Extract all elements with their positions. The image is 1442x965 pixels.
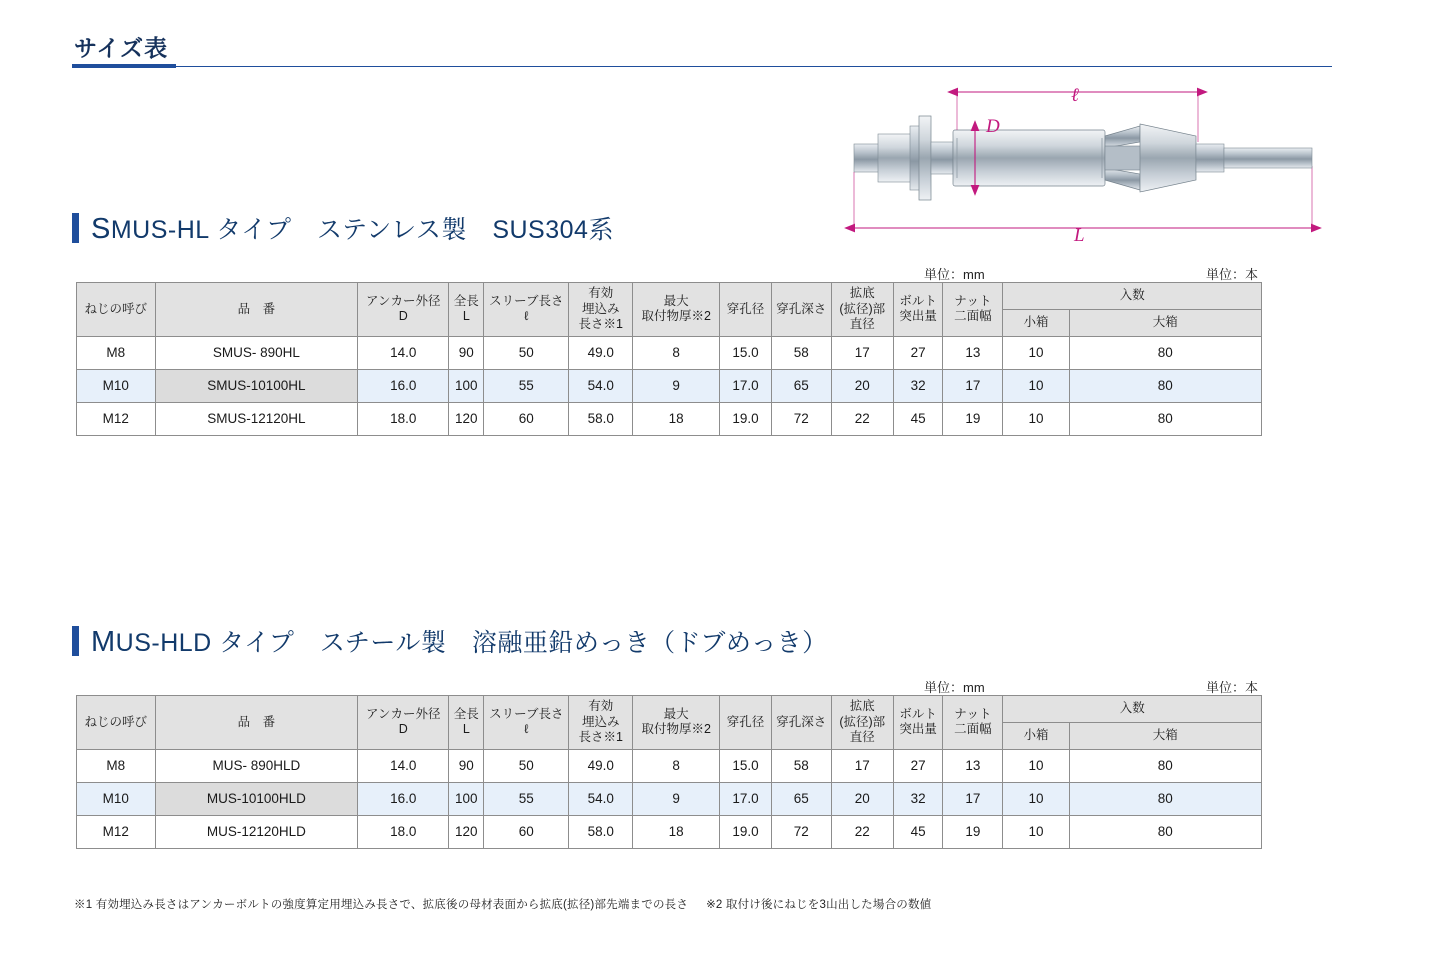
- section-heading-text: [91, 623, 828, 659]
- cell-drill-dia: 19.0: [720, 402, 772, 435]
- th-sleeve-line2: ℓ: [524, 309, 529, 324]
- cell-sleeve: 50: [484, 336, 569, 369]
- cell-thread: M10: [77, 369, 156, 402]
- th-expand: [831, 283, 893, 337]
- heading-rest: US-HLD タイプ スチール製 溶融亜鉛めっき（ドブめっき）: [115, 629, 828, 657]
- th-sleeve: [484, 696, 569, 750]
- cell-thread: M8: [77, 336, 156, 369]
- th-drill-dia: 穿孔径: [720, 283, 772, 337]
- cell-expand: 22: [831, 402, 893, 435]
- cell-qty-large: 80: [1069, 369, 1261, 402]
- cell-embed: 54.0: [569, 782, 633, 815]
- cell-embed: 54.0: [569, 369, 633, 402]
- cell-drill-depth: 58: [771, 749, 831, 782]
- cell-embed: 58.0: [569, 402, 633, 435]
- spec-table-smus-hl: [76, 282, 1262, 436]
- cell-qty-large: 80: [1069, 336, 1261, 369]
- cell-drill-dia: 19.0: [720, 815, 772, 848]
- dim-label-sleeve: ℓ: [1071, 85, 1079, 106]
- cell-embed: 58.0: [569, 815, 633, 848]
- dim-label-length: L: [1074, 225, 1085, 246]
- cell-thread: M10: [77, 782, 156, 815]
- table-body: [77, 749, 1262, 848]
- cell-qty-large: 80: [1069, 815, 1261, 848]
- cell-part-no: MUS-12120HLD: [155, 815, 358, 848]
- th-anchor-dia-line1: アンカー外径: [365, 293, 441, 308]
- th-embed-line1: 有効: [588, 699, 614, 713]
- cell-nut: 19: [943, 815, 1003, 848]
- th-total-len-line1: 全長: [453, 706, 479, 721]
- cell-bolt: 32: [893, 782, 943, 815]
- cell-nut: 13: [943, 749, 1003, 782]
- th-total-len-line1: 全長: [453, 293, 479, 308]
- cell-thread: M12: [77, 815, 156, 848]
- th-expand-line1: 拡底: [849, 286, 875, 300]
- cell-thread: M12: [77, 402, 156, 435]
- section-heading-mus-hld: [72, 623, 828, 659]
- cell-total-len: 120: [449, 815, 484, 848]
- cell-expand: 17: [831, 336, 893, 369]
- cell-total-len: 90: [449, 336, 484, 369]
- table-row: [77, 369, 1262, 402]
- table-header: [77, 283, 1262, 337]
- th-total-len: [449, 696, 484, 750]
- cell-qty-small: 10: [1003, 402, 1069, 435]
- header-row-1: [77, 283, 1262, 310]
- cell-embed: 49.0: [569, 749, 633, 782]
- cell-bolt: 32: [893, 369, 943, 402]
- cell-expand: 22: [831, 815, 893, 848]
- th-total-len: [449, 283, 484, 337]
- anchor-bolt-drawing: [840, 70, 1340, 260]
- cell-drill-depth: 72: [771, 815, 831, 848]
- cell-qty-large: 80: [1069, 402, 1261, 435]
- th-embed-line3: 長さ※1: [578, 730, 623, 745]
- cell-total-len: 120: [449, 402, 484, 435]
- table-row: [77, 782, 1262, 815]
- cell-qty-small: 10: [1003, 369, 1069, 402]
- th-bolt-line2: 突出量: [899, 309, 937, 324]
- cell-drill-depth: 58: [771, 336, 831, 369]
- cell-embed: 49.0: [569, 336, 633, 369]
- unit-label-mm-2: 単位：mm: [924, 680, 985, 695]
- th-anchor-dia-line1: アンカー外径: [365, 706, 441, 721]
- product-illustration: [840, 70, 1340, 260]
- th-expand-line1: 拡底: [849, 699, 875, 713]
- cell-total-len: 90: [449, 749, 484, 782]
- th-embed-line3: 長さ※1: [578, 317, 623, 332]
- page-title: サイズ表: [74, 35, 169, 61]
- th-part-no: 品 番: [155, 283, 358, 337]
- heading-rest: MUS-HL タイプ ステンレス製 SUS304系: [110, 216, 614, 244]
- cell-part-no: MUS-10100HLD: [155, 782, 358, 815]
- th-thread: ねじの呼び: [77, 283, 156, 337]
- cell-anchor-dia: 16.0: [358, 369, 449, 402]
- footnote-1: ※1 有効埋込み長さはアンカーボルトの強度算定用埋込み長さで、拡底後の母材表面から拡底(拡径)部先端までの長さ: [74, 899, 689, 911]
- table-header: [77, 696, 1262, 750]
- unit-label-box-2: 単位：本: [1206, 680, 1259, 695]
- cell-bolt: 27: [893, 336, 943, 369]
- cell-qty-large: 80: [1069, 782, 1261, 815]
- th-drill-depth: 穿孔深さ: [771, 696, 831, 750]
- cell-qty-large: 80: [1069, 749, 1261, 782]
- th-qty-large: 大箱: [1069, 309, 1261, 336]
- th-drill-dia: 穿孔径: [720, 696, 772, 750]
- cell-total-len: 100: [449, 369, 484, 402]
- th-bolt-line1: ボルト: [899, 293, 937, 308]
- th-max-thk: [633, 696, 720, 750]
- cell-nut: 13: [943, 336, 1003, 369]
- cell-part-no: SMUS-10100HL: [155, 369, 358, 402]
- th-expand-line2: (拡径)部: [839, 301, 886, 316]
- cell-anchor-dia: 18.0: [358, 815, 449, 848]
- cell-max-thk: 9: [633, 782, 720, 815]
- th-bolt-line1: ボルト: [899, 706, 937, 721]
- th-qty: 入数: [1003, 283, 1262, 310]
- cell-qty-small: 10: [1003, 336, 1069, 369]
- cell-max-thk: 8: [633, 336, 720, 369]
- cell-drill-dia: 15.0: [720, 336, 772, 369]
- th-qty-small: 小箱: [1003, 309, 1069, 336]
- th-anchor-dia: [358, 283, 449, 337]
- cell-sleeve: 60: [484, 815, 569, 848]
- th-max-thk: [633, 283, 720, 337]
- header-row-1: [77, 696, 1262, 723]
- cell-drill-dia: 17.0: [720, 782, 772, 815]
- th-qty-large: 大箱: [1069, 722, 1261, 749]
- cell-expand: 20: [831, 369, 893, 402]
- footnotes: [74, 896, 931, 912]
- th-max-thk-line2: 取付物厚※2: [641, 722, 711, 737]
- th-total-len-line2: L: [462, 722, 470, 737]
- cell-anchor-dia: 14.0: [358, 749, 449, 782]
- table-row: [77, 749, 1262, 782]
- th-sleeve-line1: スリーブ長さ: [489, 293, 564, 308]
- th-max-thk-line2: 取付物厚※2: [641, 309, 711, 324]
- cell-max-thk: 8: [633, 749, 720, 782]
- cell-sleeve: 55: [484, 369, 569, 402]
- cell-part-no: SMUS-12120HL: [155, 402, 358, 435]
- cell-sleeve: 60: [484, 402, 569, 435]
- th-total-len-line2: L: [462, 309, 470, 324]
- cell-anchor-dia: 18.0: [358, 402, 449, 435]
- th-nut-line2: 二面幅: [954, 309, 992, 324]
- cell-nut: 17: [943, 782, 1003, 815]
- th-anchor-dia-line2: D: [398, 722, 408, 737]
- section-heading-smus-hl: [72, 210, 614, 246]
- th-expand-line3: 直径: [849, 730, 875, 745]
- cell-qty-small: 10: [1003, 782, 1069, 815]
- th-embed-line1: 有効: [588, 286, 614, 300]
- th-embed-line2: 埋込み: [581, 714, 620, 729]
- cell-sleeve: 50: [484, 749, 569, 782]
- cell-thread: M8: [77, 749, 156, 782]
- cell-part-no: SMUS- 890HL: [155, 336, 358, 369]
- heading-initial: M: [91, 626, 116, 658]
- th-max-thk-line1: 最大: [663, 293, 689, 308]
- table-row: [77, 815, 1262, 848]
- cell-max-thk: 18: [633, 402, 720, 435]
- th-nut-line1: ナット: [954, 706, 992, 721]
- cell-expand: 17: [831, 749, 893, 782]
- th-sleeve-line1: スリーブ長さ: [489, 706, 564, 721]
- header-rule-accent: [72, 64, 176, 68]
- cell-anchor-dia: 16.0: [358, 782, 449, 815]
- cell-drill-depth: 72: [771, 402, 831, 435]
- cell-total-len: 100: [449, 782, 484, 815]
- table-row: [77, 336, 1262, 369]
- header-rule: [72, 66, 1332, 67]
- cell-bolt: 45: [893, 815, 943, 848]
- th-nut: [943, 283, 1003, 337]
- cell-expand: 20: [831, 782, 893, 815]
- cell-qty-small: 10: [1003, 749, 1069, 782]
- th-embed: [569, 283, 633, 337]
- heading-accent-bar: [72, 626, 79, 656]
- unit-label-box-1: 単位：本: [1206, 267, 1259, 282]
- th-sleeve-line2: ℓ: [524, 722, 529, 737]
- cell-part-no: MUS- 890HLD: [155, 749, 358, 782]
- cell-sleeve: 55: [484, 782, 569, 815]
- th-bolt: [893, 696, 943, 750]
- th-expand-line2: (拡径)部: [839, 714, 886, 729]
- cell-max-thk: 9: [633, 369, 720, 402]
- th-qty-small: 小箱: [1003, 722, 1069, 749]
- th-nut: [943, 696, 1003, 750]
- cell-drill-dia: 15.0: [720, 749, 772, 782]
- footnote-2: ※2 取付け後にねじを3山出した場合の数値: [706, 899, 932, 911]
- cell-nut: 17: [943, 369, 1003, 402]
- th-sleeve: [484, 283, 569, 337]
- heading-accent-bar: [72, 213, 79, 243]
- unit-label-mm-1: 単位：mm: [924, 267, 985, 282]
- th-embed-line2: 埋込み: [581, 301, 620, 316]
- cell-drill-depth: 65: [771, 369, 831, 402]
- table-row: [77, 402, 1262, 435]
- cell-drill-dia: 17.0: [720, 369, 772, 402]
- th-bolt: [893, 283, 943, 337]
- cell-bolt: 27: [893, 749, 943, 782]
- th-thread: ねじの呼び: [77, 696, 156, 750]
- heading-initial: S: [91, 213, 111, 245]
- dim-label-diameter: D: [986, 116, 1000, 137]
- th-expand-line3: 直径: [849, 317, 875, 332]
- th-anchor-dia: [358, 696, 449, 750]
- th-max-thk-line1: 最大: [663, 706, 689, 721]
- th-nut-line2: 二面幅: [954, 722, 992, 737]
- cell-anchor-dia: 14.0: [358, 336, 449, 369]
- cell-max-thk: 18: [633, 815, 720, 848]
- cell-drill-depth: 65: [771, 782, 831, 815]
- th-expand: [831, 696, 893, 750]
- cell-nut: 19: [943, 402, 1003, 435]
- page-header: [0, 14, 1442, 61]
- section-heading-text: [91, 210, 614, 246]
- spec-table-mus-hld: [76, 695, 1262, 849]
- th-anchor-dia-line2: D: [398, 309, 408, 324]
- table-body: [77, 336, 1262, 435]
- th-part-no: 品 番: [155, 696, 358, 750]
- th-qty: 入数: [1003, 696, 1262, 723]
- th-embed: [569, 696, 633, 750]
- th-nut-line1: ナット: [954, 293, 992, 308]
- cell-qty-small: 10: [1003, 815, 1069, 848]
- th-drill-depth: 穿孔深さ: [771, 283, 831, 337]
- th-bolt-line2: 突出量: [899, 722, 937, 737]
- cell-bolt: 45: [893, 402, 943, 435]
